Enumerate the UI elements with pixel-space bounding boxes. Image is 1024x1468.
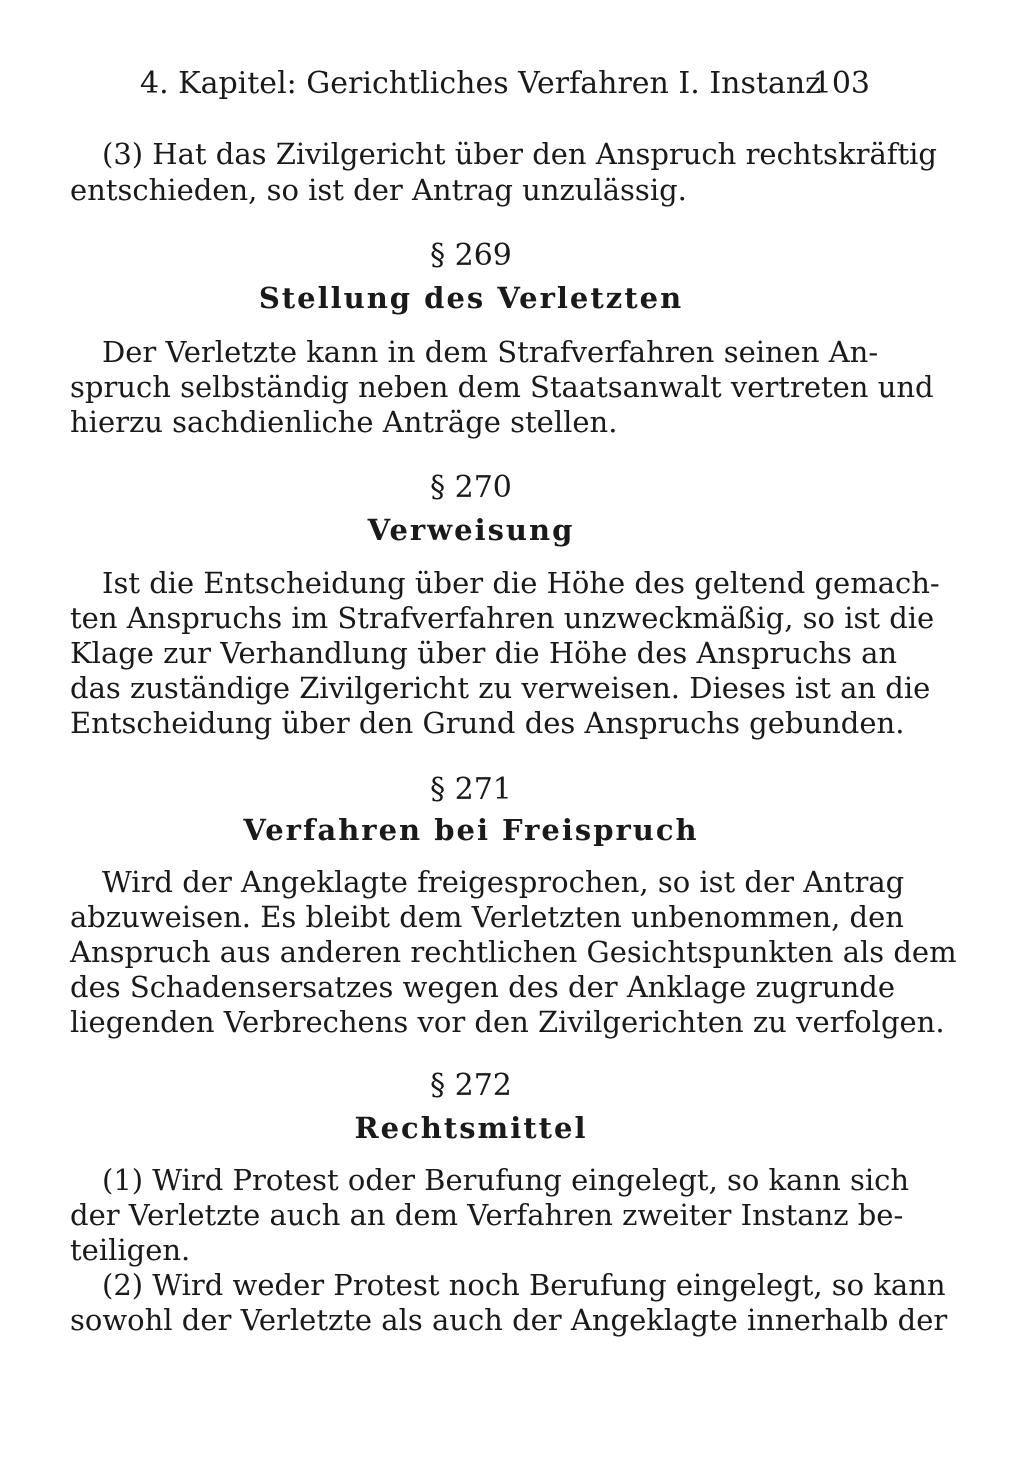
paragraph-line: abzuweisen. Es bleibt dem Verletzten unbenommen, den <box>70 900 904 934</box>
paragraph-line: entschieden, so ist der Antrag unzulässig. <box>70 173 687 207</box>
paragraph-line: das zuständige Zivilgericht zu verweisen. Dieses ist an die <box>70 671 931 705</box>
section-title: Verfahren bei Freispruch <box>243 813 699 847</box>
paragraph-line: (3) Hat das Zivilgericht über den Anspruch rechtskräftig <box>102 137 937 171</box>
paragraph-line: sowohl der Verletzte als auch der Angeklagte innerhalb der <box>70 1303 948 1337</box>
paragraph-line: (2) Wird weder Protest noch Berufung eingelegt, so kann <box>102 1268 946 1302</box>
section-title: Verweisung <box>367 513 575 547</box>
paragraph-line: liegenden Verbrechens vor den Zivilgerichten zu verfolgen. <box>70 1005 945 1039</box>
chapter-title: 4. Kapitel: Gerichtliches Verfahren I. Instanz <box>140 66 821 101</box>
paragraph-line: des Schadensersatzes wegen des der Anklage zugrunde <box>70 970 895 1004</box>
section-number: § 270 <box>430 470 512 505</box>
paragraph-line: Wird der Angeklagte freigesprochen, so ist der Antrag <box>102 865 905 899</box>
paragraph-line: (1) Wird Protest oder Berufung eingelegt, so kann sich <box>102 1163 910 1197</box>
paragraph-line: Ist die Entscheidung über die Höhe des geltend gemach- <box>102 566 940 600</box>
paragraph-line: Klage zur Verhandlung über die Höhe des Anspruchs an <box>70 636 898 670</box>
paragraph-line: spruch selbständig neben dem Staatsanwalt vertreten und <box>70 370 934 404</box>
paragraph-line: ten Anspruchs im Strafverfahren unzweckmäßig, so ist die <box>70 601 935 635</box>
paragraph-line: hierzu sachdienliche Anträge stellen. <box>70 405 618 439</box>
paragraph-line: Anspruch aus anderen rechtlichen Gesichtspunkten als dem <box>70 935 957 969</box>
section-title: Rechtsmittel <box>354 1111 588 1145</box>
section-number: § 272 <box>430 1068 512 1103</box>
section-title: Stellung des Verletzten <box>258 281 684 315</box>
paragraph-line: Entscheidung über den Grund des Anspruchs gebunden. <box>70 706 905 740</box>
section-number: § 271 <box>430 772 512 807</box>
section-number: § 269 <box>430 238 512 273</box>
paragraph-line: der Verletzte auch an dem Verfahren zweiter Instanz be- <box>70 1198 904 1232</box>
paragraph-line: Der Verletzte kann in dem Strafverfahren seinen An- <box>102 335 879 369</box>
paragraph-line: teiligen. <box>70 1233 191 1267</box>
page-number: 103 <box>812 66 870 101</box>
